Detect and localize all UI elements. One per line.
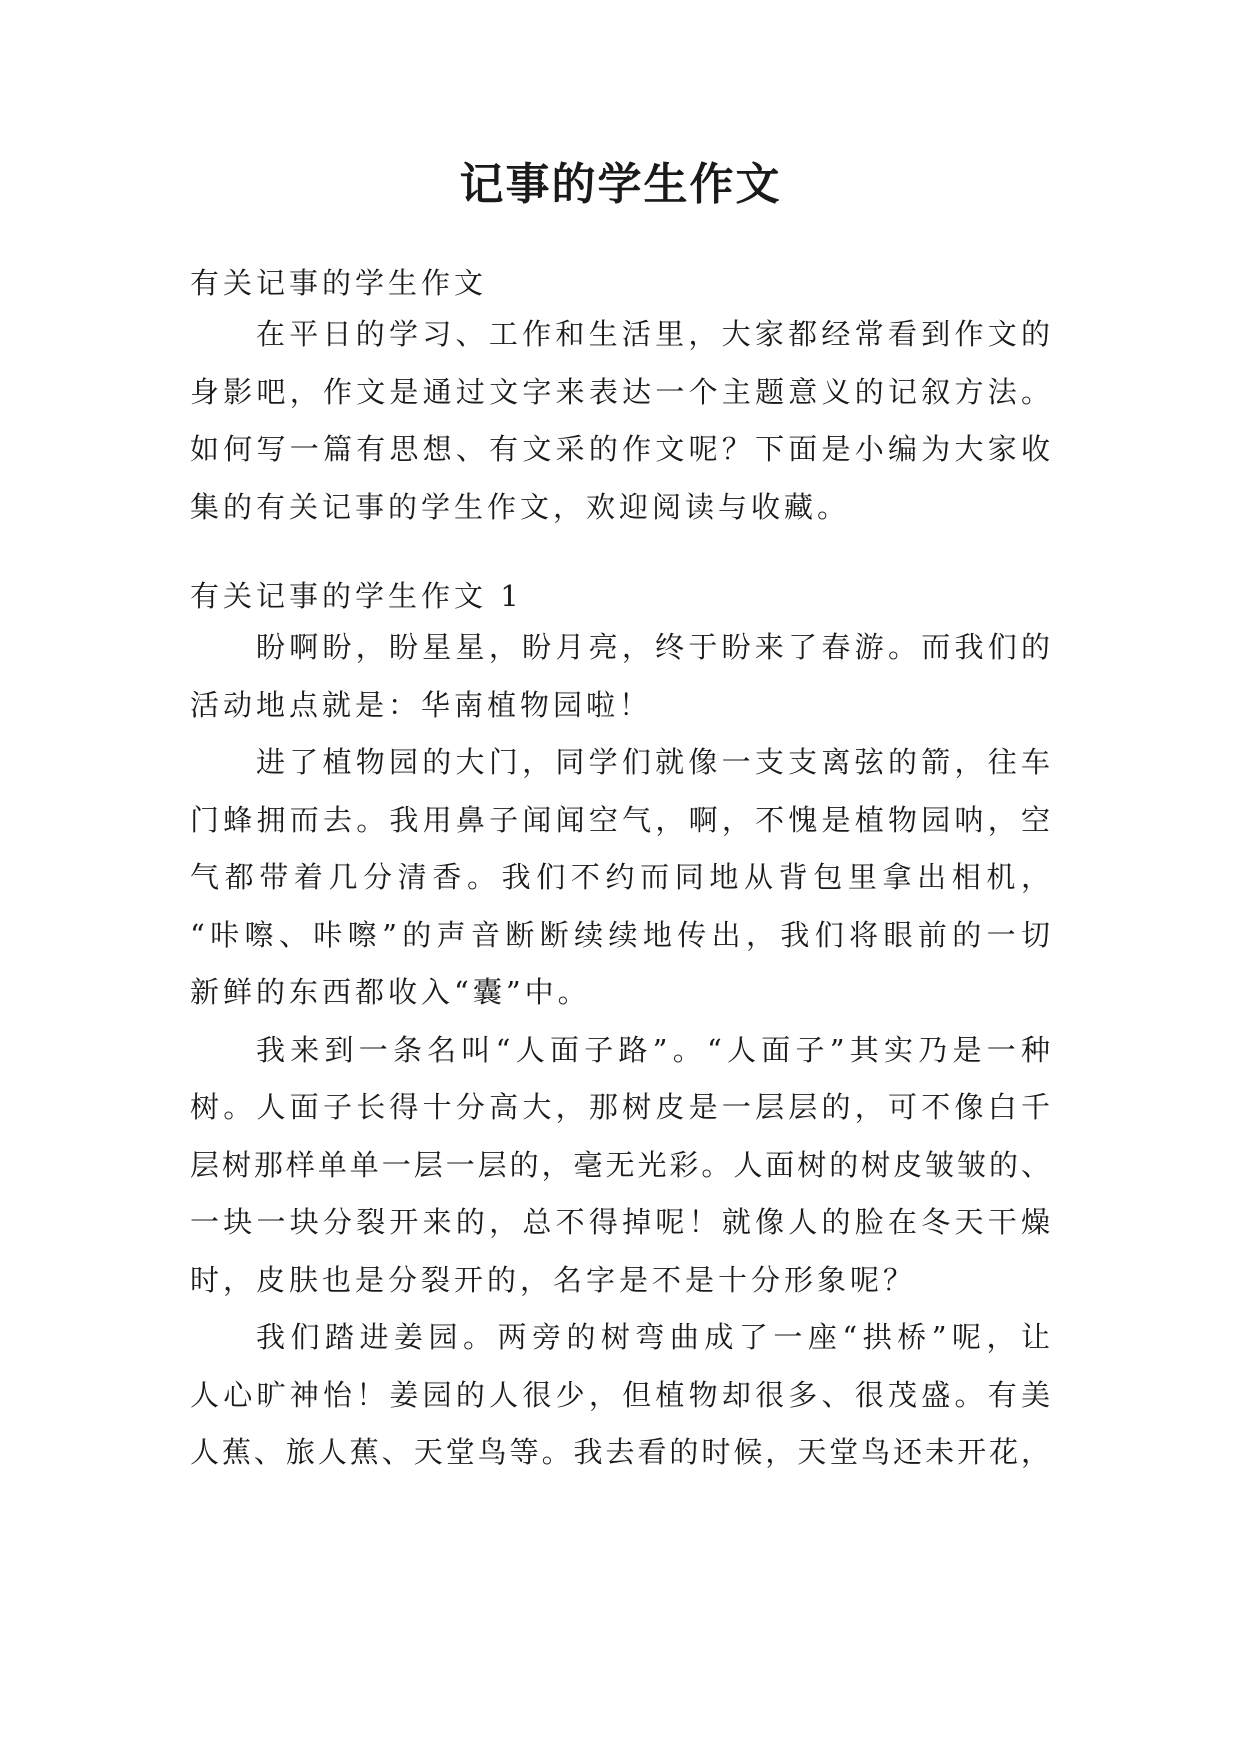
text-line: “咔嚓、咔嚓”的声音断断续续地传出，我们将眼前的一切 [190,917,1050,952]
text-line: 人蕉、旅人蕉、天堂鸟等。我去看的时候，天堂鸟还未开花， [190,1435,1050,1469]
paragraph [190,1309,1050,1482]
text-line: 如何写一篇有思想、有文采的作文呢？下面是小编为大家收 [190,432,1050,466]
paragraph [190,1022,1050,1310]
text-line: 集的有关记事的学生作文，欢迎阅读与收藏。 [190,489,851,524]
document-title: 记事的学生作文 [459,159,782,210]
essay-body [190,619,1050,1482]
section-heading: 有关记事的学生作文 [190,266,488,300]
intro-section [190,257,1050,309]
text-line: 进了植物园的大门，同学们就像一支支离弦的箭，往车 [256,745,1050,779]
paragraph [190,734,1050,1022]
text-line: 在平日的学习、工作和生活里，大家都经常看到作文的 [256,317,1050,351]
text-line: 我来到一条名叫“人面子路”。“人面子”其实乃是一种 [256,1032,1050,1067]
text-line: 盼啊盼，盼星星，盼月亮，终于盼来了春游。而我们的 [256,630,1050,664]
text-line: 层树那样单单一层一层的，毫无光彩。人面树的树皮皱皱的、 [190,1147,1050,1182]
intro-body [190,306,1050,536]
paragraph [190,619,1050,734]
text-line: 新鲜的东西都收入“囊”中。 [190,975,591,1009]
paragraph [190,306,1050,536]
text-line: 活动地点就是：华南植物园啦！ [190,687,653,722]
text-line: 身影吧，作文是通过文字来表达一个主题意义的记叙方法。 [190,374,1050,409]
text-line: 人心旷神怡！姜园的人很少，但植物却很多、很茂盛。有美 [190,1377,1050,1412]
text-line: 气都带着几分清香。我们不约而同地从背包里拿出相机， [190,860,1050,894]
text-line: 树。人面子长得十分高大，那树皮是一层层的，可不像白千 [190,1090,1050,1124]
essay-section [190,570,1050,622]
text-line: 一块一块分裂开来的，总不得掉呢！就像人的脸在冬天干燥 [190,1205,1050,1239]
text-line: 我们踏进姜园。两旁的树弯曲成了一座“拱桥”呢，让 [256,1320,1050,1354]
text-line: 门蜂拥而去。我用鼻子闻闻空气，啊，不愧是植物园呐，空 [190,802,1050,837]
section-heading: 有关记事的学生作文 1 [190,579,523,613]
text-line: 时，皮肤也是分裂开的，名字是不是十分形象呢？ [190,1262,917,1297]
